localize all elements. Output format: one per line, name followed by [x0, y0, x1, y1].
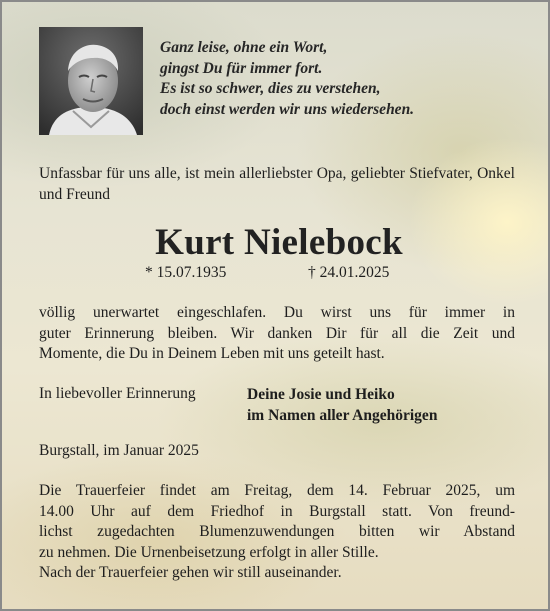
funeral-line: Die Trauerfeier findet am Freitag, dem 14. Februar 2025, um — [39, 482, 515, 499]
birth-date: * 15.07.1935 — [145, 264, 227, 281]
memory-label: In liebevoller Erinnerung — [39, 385, 196, 402]
passing-line: guter Erinnerung bleiben. Wir danken Dir für all die Zeit und — [39, 324, 515, 342]
passing-text — [39, 303, 515, 365]
funeral-info — [39, 481, 515, 584]
funeral-line: zu nehmen. Die Urnenbeisetzung erfolgt in aller Stille. — [39, 543, 379, 561]
intro-text: Unfassbar für uns alle, ist mein allerliebster Opa, geliebter Stiefvater, Onkel und Freund — [39, 165, 515, 203]
passing-line: völlig unerwartet eingeschlafen. Du wirst uns für immer in — [39, 304, 515, 321]
poem-line: Ganz leise, ohne ein Wort, — [160, 39, 328, 56]
funeral-line: 14.00 Uhr auf dem Friedhof in Burgstall statt. Von freund- — [39, 502, 515, 520]
passing-line: Momente, die Du in Deinem Leben mit uns geteilt hast. — [39, 345, 385, 362]
poem-line: Es ist so schwer, dies zu verstehen, — [160, 80, 381, 97]
place-date: Burgstall, im Januar 2025 — [39, 442, 199, 459]
portrait-image — [39, 27, 143, 135]
portrait-photo — [39, 27, 143, 135]
death-date: † 24.01.2025 — [308, 264, 390, 281]
poem-line: gingst Du für immer fort. — [160, 59, 323, 77]
poem-line: doch einst werden wir uns wiedersehen. — [160, 100, 415, 118]
funeral-line: Nach der Trauerfeier gehen wir still auseinander. — [39, 564, 342, 581]
funeral-line: lichst zugedachten Blumenzuwendungen bitten wir Abstand — [39, 523, 515, 540]
mourner-line: Deine Josie und Heiko — [247, 386, 395, 403]
mourners — [247, 385, 437, 426]
memorial-poem — [160, 38, 540, 120]
mourner-line: im Namen aller Angehörigen — [247, 406, 438, 424]
deceased-name: Kurt Nielebock — [155, 222, 403, 263]
